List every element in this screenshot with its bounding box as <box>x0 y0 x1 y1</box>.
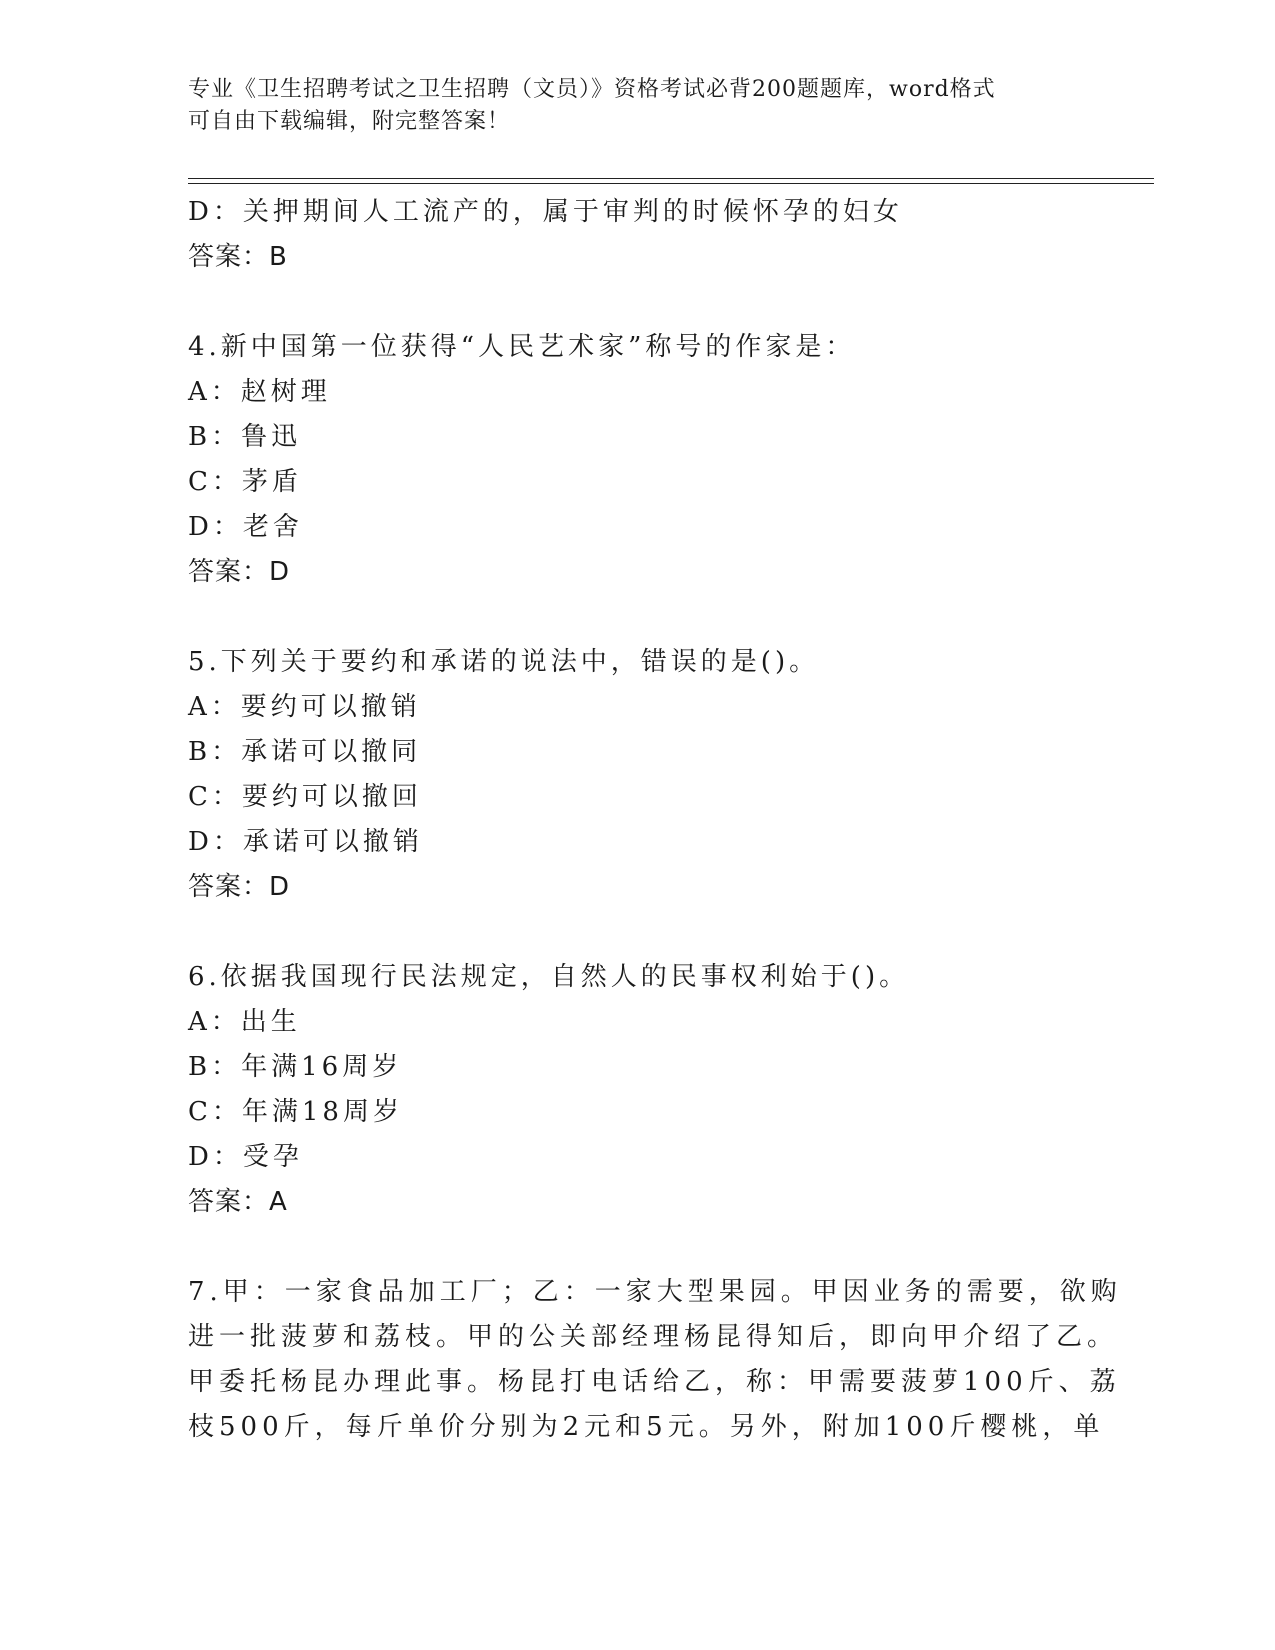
header-divider-bottom <box>188 183 1154 184</box>
question-stem: 4.新中国第一位获得“人民艺术家”称号的作家是： <box>188 332 856 362</box>
option-a: A：出生 <box>188 1007 301 1037</box>
option-d: D：关押期间人工流产的，属于审判的时候怀孕的妇女 <box>188 197 903 227</box>
header-divider-top <box>188 178 1154 179</box>
spacer <box>188 1225 1088 1270</box>
option-b: B：年满16周岁 <box>188 1052 403 1082</box>
header-line-2: 可自由下载编辑，附完整答案！ <box>188 109 511 134</box>
question-stem: 5.下列关于要约和承诺的说法中，错误的是()。 <box>188 647 820 677</box>
answer: 答案：D <box>188 557 291 587</box>
option-d: D：老舍 <box>188 512 303 542</box>
answer: 答案：A <box>188 1187 288 1217</box>
spacer <box>188 595 1088 640</box>
spacer <box>188 910 1088 955</box>
answer: 答案：D <box>188 872 291 902</box>
option-c: C：茅盾 <box>188 467 302 497</box>
question-stem-line-1: 7.甲：一家食品加工厂；乙：一家大型果园。甲因业务的需要，欲购 <box>188 1277 1122 1307</box>
document-body <box>188 190 1122 1450</box>
header-line-1: 专业《卫生招聘考试之卫生招聘（文员）》资格考试必背200题题库，word格式 <box>188 77 996 102</box>
option-c: C：年满18周岁 <box>188 1097 403 1127</box>
question-stem: 6.依据我国现行民法规定，自然人的民事权利始于()。 <box>188 962 910 992</box>
question-stem-line-2: 进一批菠萝和荔枝。甲的公关部经理杨昆得知后，即向甲介绍了乙。 <box>188 1322 1119 1352</box>
document-header <box>188 74 1068 138</box>
question-stem-line-4: 枝500斤，每斤单价分别为2元和5元。另外，附加100斤樱桃，单 <box>188 1412 1105 1442</box>
option-d: D：受孕 <box>188 1142 303 1172</box>
option-b: B：承诺可以撤同 <box>188 737 422 767</box>
option-d: D：承诺可以撤销 <box>188 827 423 857</box>
answer: 答案：B <box>188 242 288 272</box>
option-a: A：赵树理 <box>188 377 331 407</box>
question-4 <box>188 325 1088 595</box>
option-c: C：要约可以撤回 <box>188 782 422 812</box>
question-7 <box>188 1270 1122 1450</box>
spacer <box>188 280 1088 325</box>
question-5 <box>188 640 1088 910</box>
question-stem-line-3: 甲委托杨昆办理此事。杨昆打电话给乙，称：甲需要菠萝100斤、荔 <box>188 1367 1121 1397</box>
option-b: B：鲁迅 <box>188 422 302 452</box>
question-6 <box>188 955 1088 1225</box>
option-a: A：要约可以撤销 <box>188 692 421 722</box>
